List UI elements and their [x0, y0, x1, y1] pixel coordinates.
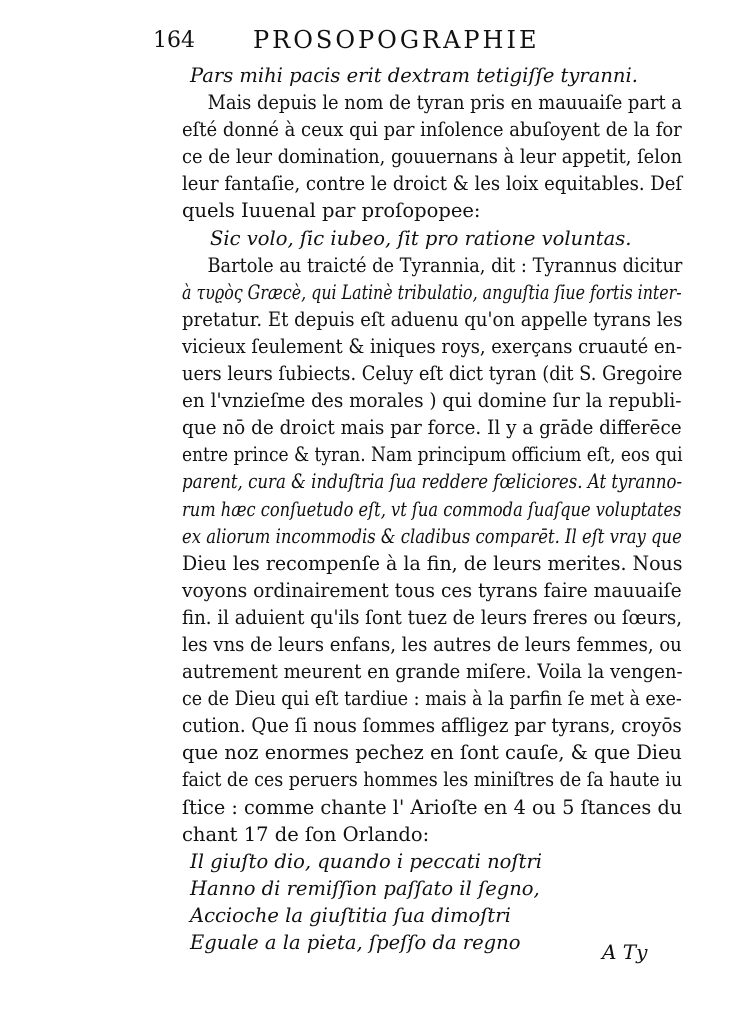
- text-line: les vns de leurs enfans, les autres de leurs femmes, ou: [182, 632, 682, 656]
- text-line: que noz enormes pechez en ſont cauſe, & que Dieu: [182, 741, 682, 765]
- text-line: à τυϱὸς Græcè, qui Latinè tribulatio, anguſtia ſiue fortis inter-: [182, 280, 682, 304]
- text-line: uers leurs ſubiects. Celuy eſt dict tyran (dit S. Gregoire: [182, 362, 683, 386]
- body-text: [182, 62, 682, 956]
- text-line: vicieux ſeulement & iniques roys, exerçans cruauté en-: [182, 334, 682, 358]
- text-line: leur fantaſie, contre le droict & les loix equitables. Deſ: [182, 172, 683, 196]
- text-line: Accioche la giuſtitia ſua dimoſtri: [190, 903, 511, 927]
- text-line: que nō de droict mais par force. Il y a grāde differēce: [182, 416, 682, 440]
- text-line: quels Iuuenal par proſopopee:: [182, 199, 481, 223]
- page-number: 164: [153, 28, 195, 53]
- text-line: voyons ordinairement tous ces tyrans faire mauuaiſe: [182, 578, 682, 602]
- catchword: A Ty: [602, 940, 648, 964]
- text-line: Mais depuis le nom de tyran pris en mauuaiſe part a: [207, 91, 682, 115]
- text-line: chant 17 de ſon Orlando:: [182, 822, 430, 846]
- text-line: eſté donné à ceux qui par inſolence abuſoyent de la for: [182, 118, 682, 142]
- text-line: Il giuſto dio, quando i peccati noſtri: [190, 849, 543, 873]
- text-line: rum hæc conſuetudo eſt, vt ſua commoda ſuaſque voluptates: [182, 497, 682, 521]
- text-line: ce de leur domination, gouuernans à leur appetit, ſelon: [182, 145, 683, 169]
- text-line: ex aliorum incommodis & cladibus comparēt. Il eſt vray que: [182, 524, 682, 548]
- text-line: pretatur. Et depuis eſt aduenu qu'on appelle tyrans les: [182, 307, 683, 331]
- text-line: ce de Dieu qui eſt tardiue : mais à la parfin ſe met à exe-: [182, 687, 682, 711]
- text-line: Eguale a la pieta, ſpeſſo da regno: [190, 931, 521, 954]
- text-line: Sic volo, ſic iubeo, ſit pro ratione voluntas.: [210, 226, 632, 250]
- text-line: Bartole au traicté de Tyrannia, dit : Tyrannus dicitur: [207, 253, 683, 277]
- text-line: faict de ces peruers hommes les miniſtres de ſa haute iu: [182, 768, 683, 792]
- text-line: parent, cura & induſtria ſua reddere fœliciores. At tyranno-: [182, 470, 683, 494]
- text-line: Hanno di remiſſion paſſato il ſegno,: [190, 876, 540, 900]
- text-line: Pars mihi pacis erit dextram tetigiſſe tyranni.: [190, 64, 638, 87]
- text-line: autrement meurent en grande miſere. Voila la vengen-: [182, 660, 683, 684]
- text-line: ſtice : comme chante l' Arioſte en 4 ou 5 ſtances du: [182, 795, 683, 819]
- text-line: cution. Que ſi nous ſommes affligez par tyrans, croyōs: [182, 714, 682, 738]
- text-line: entre prince & tyran. Nam principum officium eſt, eos qui: [182, 443, 683, 467]
- text-line: Dieu les recompenſe à la fin, de leurs merites. Nous: [182, 551, 683, 575]
- text-line: en l'vnzieſme des morales ) qui domine ſur la republi-: [182, 389, 682, 413]
- text-line: fin. il aduient qu'ils ſont tuez de leurs freres ou ſœurs,: [182, 605, 682, 629]
- running-head: PROSOPOGRAPHIE: [253, 26, 540, 54]
